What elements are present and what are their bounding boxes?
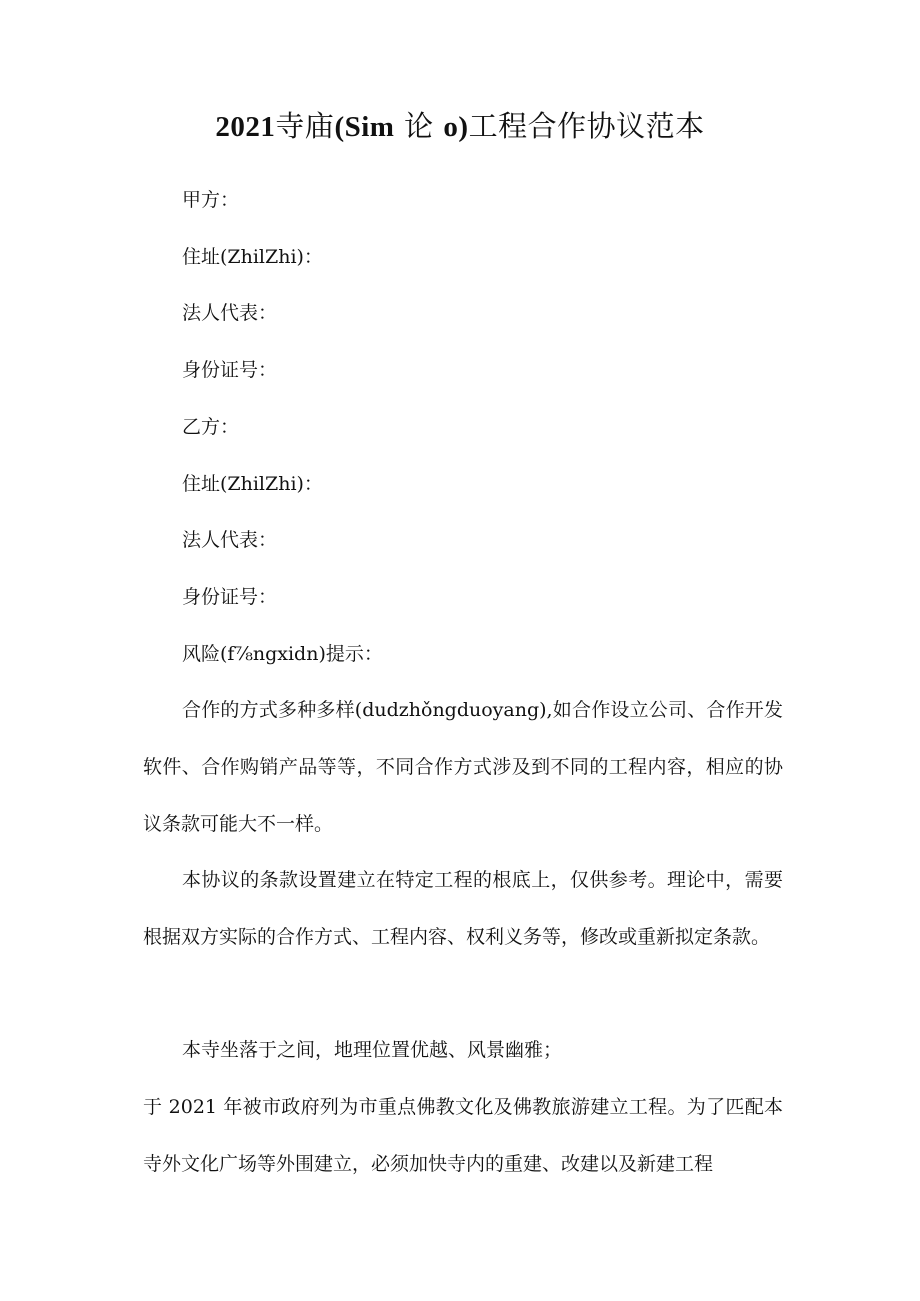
party-a-address: 住址(ZhilZhi)： xyxy=(182,246,323,268)
paragraph-cooperation-methods: 合作的方式多种多样(dudzhǒngduoyang),如合作设立公司、合作开发软件、合作购销产品等等，不同合作方式涉及到不同的工程内容，相应的协议条款可能大不一样。 xyxy=(143,699,783,835)
party-a-label: 甲方： xyxy=(182,189,240,211)
title-text-2: 论 xyxy=(404,109,434,143)
risk-notice-label: 风险(f⅞ngxidn)提示： xyxy=(182,643,383,665)
party-b-label: 乙方： xyxy=(182,416,240,438)
paragraph-terms-note: 本协议的条款设置建立在特定工程的根底上，仅供参考。理论中，需要根据双方实际的合作方式、工程内容、权利义务等，修改或重新拟定条款。 xyxy=(143,869,783,948)
party-a-id-number: 身份证号： xyxy=(182,359,278,381)
paragraph-temple-location: 本寺坐落于之间，地理位置优越、风景幽雅； xyxy=(182,1039,563,1061)
title-latin-1: (Sim xyxy=(334,111,395,143)
party-b-representative: 法人代表： xyxy=(182,529,278,551)
party-b-address: 住址(ZhilZhi)： xyxy=(182,473,323,495)
paragraph-project-background: 于 2021 年被市政府列为市重点佛教文化及佛教旅游建立工程。为了匹配本寺外文化广场等外围建立，必须加快寺内的重建、改建以及新建工程 xyxy=(143,1096,783,1175)
title-text-3: 工程合作协议范本 xyxy=(468,109,705,143)
title-latin-2: o) xyxy=(443,111,469,143)
title-year: 2021 xyxy=(215,111,276,143)
title-text-1: 寺庙 xyxy=(275,109,335,143)
party-b-id-number: 身份证号： xyxy=(182,586,278,608)
party-a-representative: 法人代表： xyxy=(182,302,278,324)
document-title xyxy=(0,106,920,147)
